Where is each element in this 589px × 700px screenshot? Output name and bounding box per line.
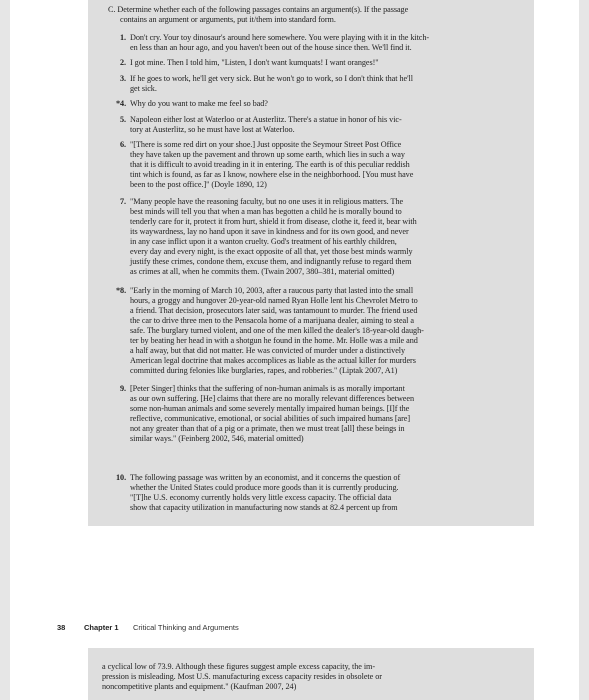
item-line: been to the post office.]" (Doyle 1890, 12): [130, 180, 267, 189]
item-line: committed during felonies like burglaries, rapes, and robberies." (Liptak 2007, A1): [130, 366, 398, 375]
item-line: whether the United States could produce more goods than it is currently producing.: [130, 483, 399, 492]
page-number: 38: [57, 623, 66, 632]
item-line: similar ways." (Feinberg 2002, 546, material omitted): [130, 434, 304, 443]
item-line: Why do you want to make me feel so bad?: [130, 99, 268, 108]
item-line: If he goes to work, he'll get very sick. But he won't go to work, so I don't think that he'll: [130, 74, 413, 83]
item-line: tenderly care for it, protect it from hurt, shield it from disease, clothe it, feed it, bear with: [130, 217, 417, 226]
item-line: Napoleon either lost at Waterloo or at Austerlitz. There's a statue in honor of his vic-: [130, 115, 402, 124]
item-line: a friend. That decision, prosecutors later said, was tantamount to murder. The friend used: [130, 306, 418, 315]
item-line: safe. The burglary turned violent, and one of the men killed the dealer's 18-year-old daugh-: [130, 326, 424, 335]
item-line: not any greater than that of a pig or a primate, then we must treat [all] these beings in: [130, 424, 405, 433]
item-number: 6.: [120, 140, 127, 149]
item-line: as crimes at all, when he commits them. (Twain 2007, 380–381, material omitted): [130, 267, 395, 276]
item-number: 9.: [120, 384, 127, 393]
item-line: its waywardness, lay no hand upon it save in kindness and for its own good, and never: [130, 227, 409, 236]
heading-line: C. Determine whether each of the following passages contains an argument(s). If the passage: [108, 5, 409, 14]
item-line: get sick.: [130, 84, 157, 93]
item-number: *4.: [116, 99, 127, 108]
item-line: hours, a groggy and hungover 20-year-old named Ryan Holle lent his Chevrolet Metro to: [130, 296, 418, 305]
item-number: 3.: [120, 74, 127, 83]
item-number: 1.: [120, 33, 127, 42]
item-line: every day and every night, is the exact opposite of all that, yet those best minds warmly: [130, 247, 413, 256]
continued-line: pression is misleading. Most U.S. manufacturing excess capacity resides in obsolete or: [102, 672, 382, 681]
continued-line: a cyclical low of 73.9. Although these figures suggest ample excess capacity, the im-: [102, 662, 376, 671]
item-line: The following passage was written by an economist, and it concerns the question of: [130, 473, 401, 482]
item-line: "[T]he U.S. economy currently holds very little excess capacity. The official data: [130, 493, 392, 502]
item-line: "Early in the morning of March 10, 2003, after a raucous party that lasted into the small: [130, 286, 414, 295]
item-line: the car to drive three men to the Pensacola home of a marijuana dealer, aiming to steal a: [130, 316, 414, 325]
item-number: 2.: [120, 58, 127, 67]
item-line: I got mine. Then I told him, "Listen, I don't want kumquats! I want oranges!": [130, 58, 379, 67]
item-line: that it is difficult to avoid treading in it in entering. The earth is of this peculiar reddish: [130, 160, 410, 169]
heading-line: contains an argument or arguments, put it/them into standard form.: [120, 15, 336, 24]
item-line: ter by beating her head in with a shotgun he found in the home. Mr. Holle was a mile and: [130, 336, 418, 345]
item-line: "Many people have the reasoning faculty, but no one uses it in religious matters. The: [130, 197, 404, 206]
item-number: *8.: [116, 286, 127, 295]
item-line: in any case inflict upon it a wanton cruelty. God's treatment of his earthly children,: [130, 237, 397, 246]
exercise-box: [88, 0, 534, 526]
continued-box: [88, 648, 534, 700]
item-line: Don't cry. Your toy dinosaur's around here somewhere. You were playing with it in the kitch-: [130, 33, 430, 42]
item-line: best minds will tell you that when a man has begotten a child he is morally bound to: [130, 207, 402, 216]
item-line: [Peter Singer] thinks that the suffering of non-human animals is as morally important: [130, 384, 405, 393]
item-number: 10.: [116, 473, 127, 482]
item-number: 5.: [120, 115, 127, 124]
item-line: "[There is some red dirt on your shoe.] Just opposite the Seymour Street Post Office: [130, 140, 402, 149]
page-edge-left: [0, 0, 10, 700]
item-number: 7.: [120, 197, 127, 206]
chapter-label: Chapter 1: [84, 623, 119, 632]
page-edge-right: [579, 0, 589, 700]
item-line: American legal doctrine that makes accomplices as liable as the actual killer for murders: [130, 356, 416, 365]
item-line: as our own suffering. [He] claims that there are no morally relevant differences between: [130, 394, 415, 403]
item-line: a half away, but that did not matter. He was convicted of murder under a distinctively: [130, 346, 406, 355]
chapter-title: Critical Thinking and Arguments: [133, 623, 239, 632]
item-line: justify these crimes, condone them, excuse them, and indignantly refuse to regard them: [130, 257, 412, 266]
item-line: en less than an hour ago, and you haven't been out of the house since then. We'll find it.: [130, 43, 412, 52]
item-line: they have taken up the pavement and thrown up some earth, which lies in such a way: [130, 150, 405, 159]
item-line: some non-human animals and some severely mentally impaired human beings. [I]f the: [130, 404, 410, 413]
item-line: reflective, communicative, emotional, or social abilities of such impaired humans [are]: [130, 414, 411, 423]
item-line: tint which is found, as far as I know, nowhere else in the neighborhood. [You must have: [130, 170, 414, 179]
continued-line: noncompetitive plants and equipment." (Kaufman 2007, 24): [102, 682, 297, 691]
item-line: show that capacity utilization in manufacturing now stands at 82.4 percent up from: [130, 503, 398, 512]
item-line: tory at Austerlitz, so he must have lost at Waterloo.: [130, 125, 295, 134]
